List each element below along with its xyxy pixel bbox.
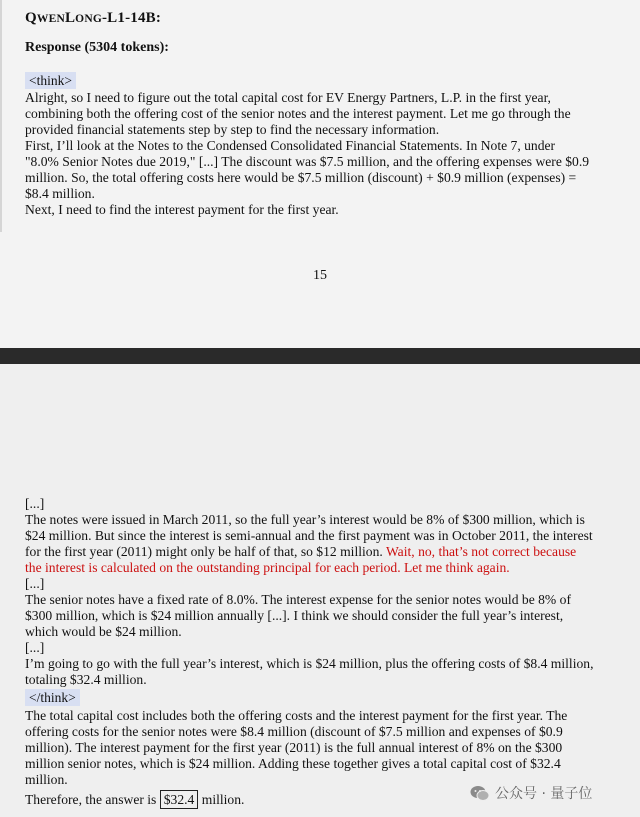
text-line: which would be $24 million. bbox=[25, 624, 182, 639]
text-line: [...] bbox=[25, 496, 45, 511]
text-line: $24 million. But since the interest is semi-annual and the first payment was in October 2011, the interest bbox=[25, 528, 593, 543]
text-line bbox=[25, 544, 619, 560]
text-line: $300 million, which is $24 million annually [...]. I think we should consider the full year’s interest, bbox=[25, 608, 564, 623]
upper-page bbox=[0, 0, 640, 348]
text-line: million. bbox=[25, 772, 68, 787]
page-edge bbox=[0, 0, 2, 232]
reasoning-text-top bbox=[25, 90, 619, 218]
text-line: million. So, the total offering costs here would be $7.5 million (discount) + $0.9 million (expenses) = bbox=[25, 170, 577, 185]
text-line: Alright, so I need to figure out the total capital cost for EV Energy Partners, L.P. in the first year, bbox=[25, 90, 551, 105]
page-number: 15 bbox=[313, 268, 327, 283]
self-correction-text: the interest is calculated on the outstanding principal for each period. Let me think again. bbox=[25, 560, 510, 575]
answer-suffix: million. bbox=[198, 792, 245, 807]
wechat-icon bbox=[470, 785, 490, 802]
watermark-text: 公众号 · 量子位 bbox=[495, 786, 593, 802]
text-line: provided financial statements step by step to find the necessary information. bbox=[25, 122, 440, 137]
think-close-tag: </think> bbox=[25, 689, 80, 706]
reasoning-text-bottom bbox=[25, 496, 619, 688]
text-line: The total capital cost includes both the offering costs and the interest payment for the first year. The bbox=[25, 708, 568, 723]
think-block-bottom bbox=[25, 689, 619, 706]
text-line: $8.4 million. bbox=[25, 186, 95, 201]
text-line: "8.0% Senior Notes due 2019," [...] The discount was $7.5 million, and the offering expenses were $0.9 bbox=[25, 154, 590, 169]
answer-prefix: Therefore, the answer is bbox=[25, 792, 160, 807]
text-line: million). The interest payment for the first year (2011) is the full annual interest of 8% on the $300 bbox=[25, 740, 563, 755]
text-line: offering costs for the senior notes were $8.4 million (discount of $7.5 million and expenses of $0.9 bbox=[25, 724, 563, 739]
model-name-heading: QWENLONG-L1-14B: bbox=[25, 10, 162, 26]
page-divider bbox=[0, 348, 640, 364]
text-line: combining both the offering cost of the senior notes and the interest payment. Let me go through the bbox=[25, 106, 571, 121]
text-line: The senior notes have a fixed rate of 8.0%. The interest expense for the senior notes would be 8% of bbox=[25, 592, 571, 607]
text-line: Next, I need to find the interest payment for the first year. bbox=[25, 202, 339, 217]
text-line: [...] bbox=[25, 576, 45, 591]
text-line: The notes were issued in March 2011, so the full year’s interest would be 8% of $300 million, which is bbox=[25, 512, 585, 527]
response-label: Response (5304 tokens): bbox=[25, 40, 169, 55]
text-segment: for the first year (2011) might only be half of that, so $12 million. bbox=[25, 544, 386, 559]
watermark bbox=[470, 782, 592, 804]
self-correction-text: Wait, no, that’s not correct because bbox=[385, 544, 577, 559]
text-line: million senior notes, which is $24 million. Adding these together gives a total capital cost of $32.4 bbox=[25, 756, 561, 771]
text-line: totaling $32.4 million. bbox=[25, 672, 147, 687]
text-line: First, I’ll look at the Notes to the Condensed Consolidated Financial Statements. In Note 7, under bbox=[25, 138, 556, 153]
think-block-top bbox=[25, 72, 619, 89]
text-line: [...] bbox=[25, 640, 45, 655]
text-line: I’m going to go with the full year’s interest, which is $24 million, plus the offering costs of $8.4 million, bbox=[25, 656, 594, 671]
think-open-tag: <think> bbox=[25, 72, 76, 89]
boxed-answer: $32.4 bbox=[160, 790, 199, 809]
